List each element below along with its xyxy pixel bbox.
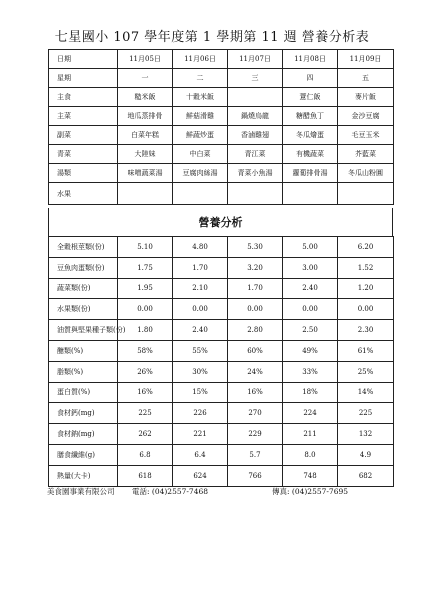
nutrition-value: 262 <box>118 424 173 445</box>
nutrition-value: 225 <box>338 403 394 424</box>
nutrition-row <box>49 278 394 299</box>
menu-cell: 地瓜蒸排骨 <box>118 107 173 126</box>
nutrition-value: 1.80 <box>118 320 173 341</box>
nutrition-value: 60% <box>228 340 283 361</box>
nutrition-label: 熱量(大卡) <box>49 465 118 486</box>
menu-cell: 冬瓜山粉圓 <box>338 164 394 183</box>
menu-row-label: 主菜 <box>49 107 118 126</box>
document-title: 七星國小 107 學年度第 1 學期第 11 週 營養分析表 <box>54 30 370 45</box>
nutrition-label: 膳食纖維(g) <box>49 444 118 465</box>
menu-row-staple <box>49 88 394 107</box>
nutrition-value: 8.0 <box>283 444 338 465</box>
nutrition-value: 1.70 <box>228 278 283 299</box>
nutrition-value: 211 <box>283 424 338 445</box>
nutrition-value: 0.00 <box>118 299 173 320</box>
menu-row-label: 副菜 <box>49 126 118 145</box>
nutrition-label: 豆魚肉蛋類(份) <box>49 257 118 278</box>
menu-cell: 香滷雞翅 <box>228 126 283 145</box>
weekday-row <box>49 69 394 88</box>
menu-cell: 有機蔬菜 <box>283 145 338 164</box>
menu-cell: 麥片飯 <box>338 88 394 107</box>
nutrition-value: 1.75 <box>118 257 173 278</box>
nutrition-value: 1.20 <box>338 278 394 299</box>
nutrition-value: 55% <box>173 340 228 361</box>
nutrition-row <box>49 444 394 465</box>
nutrition-value: 15% <box>173 382 228 403</box>
nutrition-label: 食材鈣(mg) <box>49 403 118 424</box>
menu-row-soup <box>49 164 394 183</box>
nutrition-value: 225 <box>118 403 173 424</box>
menu-cell: 青江菜 <box>228 145 283 164</box>
nutrition-value: 5.00 <box>283 237 338 258</box>
nutrition-label: 蛋白質(%) <box>49 382 118 403</box>
nutrition-value: 4.80 <box>173 237 228 258</box>
nutrition-value: 58% <box>118 340 173 361</box>
weekday-cell: 一 <box>118 69 173 88</box>
weekday-cell: 五 <box>338 69 394 88</box>
dates-row <box>49 50 394 69</box>
nutrition-value: 6.20 <box>338 237 394 258</box>
date-cell: 11月07日 <box>228 50 283 69</box>
menu-cell <box>228 88 283 107</box>
nutrition-value: 1.70 <box>173 257 228 278</box>
nutrition-value: 1.95 <box>118 278 173 299</box>
nutrition-value: 270 <box>228 403 283 424</box>
menu-cell <box>118 183 173 205</box>
nutrition-value: 5.30 <box>228 237 283 258</box>
menu-cell: 豆腐肉絲湯 <box>173 164 228 183</box>
nutrition-value: 0.00 <box>283 299 338 320</box>
nutrition-value: 624 <box>173 465 228 486</box>
nutrition-value: 2.80 <box>228 320 283 341</box>
menu-cell: 芥藍菜 <box>338 145 394 164</box>
nutrition-value: 1.52 <box>338 257 394 278</box>
nutrition-row <box>49 424 394 445</box>
menu-cell <box>173 183 228 205</box>
nutrition-value: 2.50 <box>283 320 338 341</box>
menu-cell: 青菜小魚湯 <box>228 164 283 183</box>
nutrition-value: 0.00 <box>228 299 283 320</box>
nutrition-row <box>49 361 394 382</box>
nutrition-row <box>49 257 394 278</box>
nutrition-value: 4.9 <box>338 444 394 465</box>
nutrition-label: 食材鈉(mg) <box>49 424 118 445</box>
nutrition-value: 2.30 <box>338 320 394 341</box>
nutrition-value: 18% <box>283 382 338 403</box>
weekday-label: 星期 <box>49 69 118 88</box>
menu-cell: 白菜年糕 <box>118 126 173 145</box>
nutrition-label: 油質與堅果種子類(份) <box>49 320 118 341</box>
nutrition-row <box>49 403 394 424</box>
menu-cell: 鍋燒烏龍 <box>228 107 283 126</box>
weekday-cell: 二 <box>173 69 228 88</box>
nutrition-section-title: 營養分析 <box>198 216 243 229</box>
nutrition-row <box>49 340 394 361</box>
nutrition-row <box>49 382 394 403</box>
menu-row-side-dish <box>49 126 394 145</box>
nutrition-table <box>48 236 394 487</box>
nutrition-value: 618 <box>118 465 173 486</box>
nutrition-value: 766 <box>228 465 283 486</box>
menu-cell: 冬瓜燴蛋 <box>283 126 338 145</box>
nutrition-value: 0.00 <box>173 299 228 320</box>
nutrition-value: 3.20 <box>228 257 283 278</box>
menu-row-label: 湯類 <box>49 164 118 183</box>
nutrition-label: 蔬菜類(份) <box>49 278 118 299</box>
menu-row-main-dish <box>49 107 394 126</box>
nutrition-value: 16% <box>118 382 173 403</box>
nutrition-value: 221 <box>173 424 228 445</box>
menu-cell: 糙米飯 <box>118 88 173 107</box>
nutrition-value: 748 <box>283 465 338 486</box>
menu-cell: 鮮菇滑雞 <box>173 107 228 126</box>
nutrition-value: 2.40 <box>173 320 228 341</box>
nutrition-value: 6.4 <box>173 444 228 465</box>
nutrition-value: 25% <box>338 361 394 382</box>
nutrition-row <box>49 320 394 341</box>
dates-label: 日期 <box>49 50 118 69</box>
nutrition-label: 水果類(份) <box>49 299 118 320</box>
date-cell: 11月09日 <box>338 50 394 69</box>
nutrition-value: 6.8 <box>118 444 173 465</box>
menu-cell <box>338 183 394 205</box>
weekday-cell: 四 <box>283 69 338 88</box>
nutrition-value: 0.00 <box>338 299 394 320</box>
nutrition-value: 224 <box>283 403 338 424</box>
nutrition-value: 682 <box>338 465 394 486</box>
menu-cell: 中白菜 <box>173 145 228 164</box>
menu-row-label: 青菜 <box>49 145 118 164</box>
nutrition-value: 30% <box>173 361 228 382</box>
nutrition-row <box>49 465 394 486</box>
nutrition-value: 16% <box>228 382 283 403</box>
weekday-cell: 三 <box>228 69 283 88</box>
menu-cell: 味噌蔬菜湯 <box>118 164 173 183</box>
footer-phone: 電話: (04)2557-7468 <box>132 487 209 496</box>
nutrition-value: 5.10 <box>118 237 173 258</box>
nutrition-section-header <box>48 208 393 236</box>
nutrition-value: 2.40 <box>283 278 338 299</box>
nutrition-label: 醣類(%) <box>49 340 118 361</box>
menu-cell: 薏仁飯 <box>283 88 338 107</box>
menu-cell: 鮮蔬炒蛋 <box>173 126 228 145</box>
nutrition-value: 33% <box>283 361 338 382</box>
menu-row-label: 水果 <box>49 183 118 205</box>
menu-cell: 十穀米飯 <box>173 88 228 107</box>
nutrition-row <box>49 299 394 320</box>
nutrition-value: 26% <box>118 361 173 382</box>
footer-company: 美食園事業有限公司 <box>47 487 115 496</box>
date-cell: 11月05日 <box>118 50 173 69</box>
menu-row-vegetable <box>49 145 394 164</box>
menu-cell <box>228 183 283 205</box>
date-cell: 11月06日 <box>173 50 228 69</box>
menu-cell: 毛豆玉米 <box>338 126 394 145</box>
nutrition-value: 14% <box>338 382 394 403</box>
date-cell: 11月08日 <box>283 50 338 69</box>
nutrition-value: 5.7 <box>228 444 283 465</box>
menu-cell: 糖醋魚丁 <box>283 107 338 126</box>
menu-table <box>48 49 394 205</box>
footer-fax: 傳真: (04)2557-7695 <box>272 487 349 496</box>
nutrition-value: 49% <box>283 340 338 361</box>
nutrition-value: 61% <box>338 340 394 361</box>
nutrition-label: 全穀根莖類(份) <box>49 237 118 258</box>
menu-cell: 金沙豆腐 <box>338 107 394 126</box>
nutrition-value: 3.00 <box>283 257 338 278</box>
menu-row-label: 主食 <box>49 88 118 107</box>
menu-cell: 蘿蔔排骨湯 <box>283 164 338 183</box>
nutrition-value: 24% <box>228 361 283 382</box>
menu-cell: 大陸妹 <box>118 145 173 164</box>
nutrition-value: 132 <box>338 424 394 445</box>
nutrition-value: 2.10 <box>173 278 228 299</box>
nutrition-label: 脂類(%) <box>49 361 118 382</box>
menu-row-fruit <box>49 183 394 205</box>
menu-cell <box>283 183 338 205</box>
nutrition-value: 226 <box>173 403 228 424</box>
nutrition-value: 229 <box>228 424 283 445</box>
nutrition-row <box>49 237 394 258</box>
